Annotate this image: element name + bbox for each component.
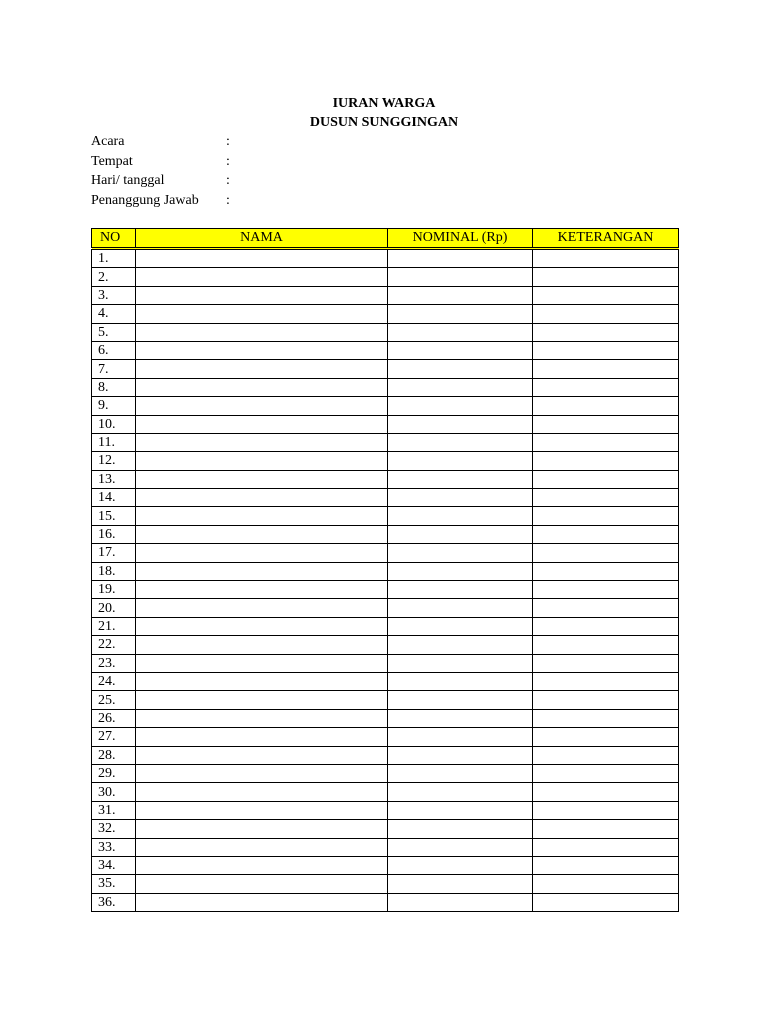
nominal-cell[interactable] [388, 341, 533, 359]
nominal-cell[interactable] [388, 397, 533, 415]
nama-cell[interactable] [136, 838, 388, 856]
nominal-cell[interactable] [388, 672, 533, 690]
info-label: Tempat [91, 153, 133, 169]
table-header-row [92, 229, 679, 249]
keterangan-cell[interactable] [533, 562, 679, 580]
keterangan-cell[interactable] [533, 360, 679, 378]
keterangan-cell[interactable] [533, 378, 679, 396]
nama-cell[interactable] [136, 323, 388, 341]
nominal-cell[interactable] [388, 599, 533, 617]
nominal-cell[interactable] [388, 783, 533, 801]
row-number: 22. [92, 636, 136, 654]
nama-cell[interactable] [136, 691, 388, 709]
table-row [92, 360, 679, 378]
keterangan-cell[interactable] [533, 801, 679, 819]
nama-cell[interactable] [136, 415, 388, 433]
nama-cell[interactable] [136, 286, 388, 304]
info-colon: : [226, 153, 230, 169]
info-label: Acara [91, 134, 125, 149]
nominal-cell[interactable] [388, 415, 533, 433]
nominal-cell[interactable] [388, 581, 533, 599]
header-nama: NAMA [136, 229, 388, 249]
nama-cell[interactable] [136, 544, 388, 562]
nama-cell[interactable] [136, 581, 388, 599]
keterangan-cell[interactable] [533, 672, 679, 690]
keterangan-cell[interactable] [533, 856, 679, 874]
row-number: 3. [92, 286, 136, 304]
row-number: 19. [92, 581, 136, 599]
nama-cell[interactable] [136, 489, 388, 507]
keterangan-cell[interactable] [533, 452, 679, 470]
table-row [92, 636, 679, 654]
info-fields [91, 132, 236, 210]
nama-cell[interactable] [136, 783, 388, 801]
row-number: 12. [92, 452, 136, 470]
nominal-cell[interactable] [388, 268, 533, 286]
table-row [92, 654, 679, 672]
table-row [92, 691, 679, 709]
keterangan-cell[interactable] [533, 489, 679, 507]
nominal-cell[interactable] [388, 820, 533, 838]
table-row [92, 581, 679, 599]
keterangan-cell[interactable] [533, 507, 679, 525]
nominal-cell[interactable] [388, 470, 533, 488]
table-row [92, 470, 679, 488]
table-row [92, 397, 679, 415]
table-row [92, 286, 679, 304]
table-row [92, 875, 679, 893]
nama-cell[interactable] [136, 654, 388, 672]
keterangan-cell[interactable] [533, 305, 679, 323]
nama-cell[interactable] [136, 746, 388, 764]
row-number: 31. [92, 801, 136, 819]
nama-cell[interactable] [136, 360, 388, 378]
table-row [92, 489, 679, 507]
row-number: 36. [92, 893, 136, 911]
nominal-cell[interactable] [388, 654, 533, 672]
keterangan-cell[interactable] [533, 691, 679, 709]
row-number: 30. [92, 783, 136, 801]
keterangan-cell[interactable] [533, 323, 679, 341]
table-row [92, 764, 679, 782]
nama-cell[interactable] [136, 875, 388, 893]
row-number: 25. [92, 691, 136, 709]
row-number: 15. [92, 507, 136, 525]
nominal-cell[interactable] [388, 433, 533, 451]
keterangan-cell[interactable] [533, 286, 679, 304]
keterangan-cell[interactable] [533, 764, 679, 782]
nama-cell[interactable] [136, 728, 388, 746]
keterangan-cell[interactable] [533, 433, 679, 451]
table-row [92, 452, 679, 470]
table-row [92, 728, 679, 746]
nominal-cell[interactable] [388, 801, 533, 819]
info-label: Hari/ tanggal [91, 173, 165, 188]
nominal-cell[interactable] [388, 764, 533, 782]
document-heading [0, 94, 768, 132]
table-row [92, 801, 679, 819]
row-number: 29. [92, 764, 136, 782]
row-number: 35. [92, 875, 136, 893]
nominal-cell[interactable] [388, 544, 533, 562]
row-number: 6. [92, 341, 136, 359]
nama-cell[interactable] [136, 378, 388, 396]
header-keterangan: KETERANGAN [533, 229, 679, 249]
document-title: IURAN WARGA [332, 96, 436, 111]
keterangan-cell[interactable] [533, 470, 679, 488]
nominal-cell[interactable] [388, 562, 533, 580]
keterangan-cell[interactable] [533, 636, 679, 654]
table-body [92, 249, 679, 912]
table-row [92, 856, 679, 874]
row-number: 34. [92, 856, 136, 874]
row-number: 11. [92, 433, 136, 451]
table-row [92, 672, 679, 690]
keterangan-cell[interactable] [533, 599, 679, 617]
nama-cell[interactable] [136, 305, 388, 323]
keterangan-cell[interactable] [533, 341, 679, 359]
table-row [92, 249, 679, 268]
nama-cell[interactable] [136, 452, 388, 470]
row-number: 1. [92, 249, 136, 268]
nominal-cell[interactable] [388, 893, 533, 911]
nama-cell[interactable] [136, 525, 388, 543]
nominal-cell[interactable] [388, 489, 533, 507]
nominal-cell[interactable] [388, 305, 533, 323]
row-number: 10. [92, 415, 136, 433]
nominal-cell[interactable] [388, 286, 533, 304]
nama-cell[interactable] [136, 636, 388, 654]
nominal-cell[interactable] [388, 617, 533, 635]
nama-cell[interactable] [136, 617, 388, 635]
nominal-cell[interactable] [388, 378, 533, 396]
keterangan-cell[interactable] [533, 268, 679, 286]
nama-cell[interactable] [136, 470, 388, 488]
row-number: 17. [92, 544, 136, 562]
nama-cell[interactable] [136, 507, 388, 525]
table-row [92, 305, 679, 323]
nominal-cell[interactable] [388, 507, 533, 525]
keterangan-cell[interactable] [533, 893, 679, 911]
keterangan-cell[interactable] [533, 415, 679, 433]
row-number: 23. [92, 654, 136, 672]
nama-cell[interactable] [136, 562, 388, 580]
row-number: 7. [92, 360, 136, 378]
nominal-cell[interactable] [388, 728, 533, 746]
row-number: 28. [92, 746, 136, 764]
table-row [92, 378, 679, 396]
keterangan-cell[interactable] [533, 783, 679, 801]
table-row [92, 617, 679, 635]
row-number: 4. [92, 305, 136, 323]
header-nominal: NOMINAL (Rp) [388, 229, 533, 249]
dues-table [91, 228, 679, 912]
keterangan-cell[interactable] [533, 617, 679, 635]
nominal-cell[interactable] [388, 323, 533, 341]
nama-cell[interactable] [136, 268, 388, 286]
row-number: 5. [92, 323, 136, 341]
keterangan-cell[interactable] [533, 249, 679, 268]
keterangan-cell[interactable] [533, 397, 679, 415]
nominal-cell[interactable] [388, 360, 533, 378]
nominal-cell[interactable] [388, 746, 533, 764]
table-row [92, 341, 679, 359]
info-label: Penanggung Jawab [91, 192, 199, 208]
keterangan-cell[interactable] [533, 875, 679, 893]
keterangan-cell[interactable] [533, 709, 679, 727]
keterangan-cell[interactable] [533, 746, 679, 764]
table-row [92, 507, 679, 525]
header-no: NO [92, 229, 136, 249]
nominal-cell[interactable] [388, 636, 533, 654]
nama-cell[interactable] [136, 433, 388, 451]
table-row [92, 323, 679, 341]
nama-cell[interactable] [136, 249, 388, 268]
nominal-cell[interactable] [388, 691, 533, 709]
nama-cell[interactable] [136, 709, 388, 727]
row-number: 14. [92, 489, 136, 507]
nominal-cell[interactable] [388, 856, 533, 874]
nama-cell[interactable] [136, 599, 388, 617]
keterangan-cell[interactable] [533, 525, 679, 543]
row-number: 33. [92, 838, 136, 856]
keterangan-cell[interactable] [533, 728, 679, 746]
keterangan-cell[interactable] [533, 544, 679, 562]
row-number: 32. [92, 820, 136, 838]
nama-cell[interactable] [136, 764, 388, 782]
keterangan-cell[interactable] [533, 838, 679, 856]
table-row [92, 599, 679, 617]
info-row-penanggung-jawab [91, 191, 236, 211]
nama-cell[interactable] [136, 856, 388, 874]
nominal-cell[interactable] [388, 525, 533, 543]
table-row [92, 268, 679, 286]
nama-cell[interactable] [136, 672, 388, 690]
info-row-hari-tanggal [91, 171, 236, 191]
row-number: 16. [92, 525, 136, 543]
document-subtitle: DUSUN SUNGGINGAN [309, 115, 459, 130]
row-number: 9. [92, 397, 136, 415]
row-number: 8. [92, 378, 136, 396]
row-number: 13. [92, 470, 136, 488]
nama-cell[interactable] [136, 893, 388, 911]
nama-cell[interactable] [136, 820, 388, 838]
table-row [92, 544, 679, 562]
info-colon: : [226, 173, 230, 188]
keterangan-cell[interactable] [533, 820, 679, 838]
table-row [92, 893, 679, 911]
keterangan-cell[interactable] [533, 581, 679, 599]
info-colon: : [226, 192, 230, 208]
nominal-cell[interactable] [388, 249, 533, 268]
nama-cell[interactable] [136, 341, 388, 359]
row-number: 24. [92, 672, 136, 690]
row-number: 26. [92, 709, 136, 727]
row-number: 20. [92, 599, 136, 617]
table-row [92, 783, 679, 801]
row-number: 27. [92, 728, 136, 746]
nama-cell[interactable] [136, 801, 388, 819]
nama-cell[interactable] [136, 397, 388, 415]
keterangan-cell[interactable] [533, 654, 679, 672]
table-row [92, 709, 679, 727]
nominal-cell[interactable] [388, 452, 533, 470]
table-row [92, 838, 679, 856]
info-row-tempat [91, 152, 236, 172]
table-row [92, 415, 679, 433]
info-row-acara [91, 132, 236, 152]
table-row [92, 433, 679, 451]
table-row [92, 562, 679, 580]
table-row [92, 746, 679, 764]
row-number: 2. [92, 268, 136, 286]
table-row [92, 525, 679, 543]
nominal-cell[interactable] [388, 875, 533, 893]
row-number: 18. [92, 562, 136, 580]
nominal-cell[interactable] [388, 838, 533, 856]
info-colon: : [226, 134, 230, 149]
table-row [92, 820, 679, 838]
row-number: 21. [92, 617, 136, 635]
nominal-cell[interactable] [388, 709, 533, 727]
